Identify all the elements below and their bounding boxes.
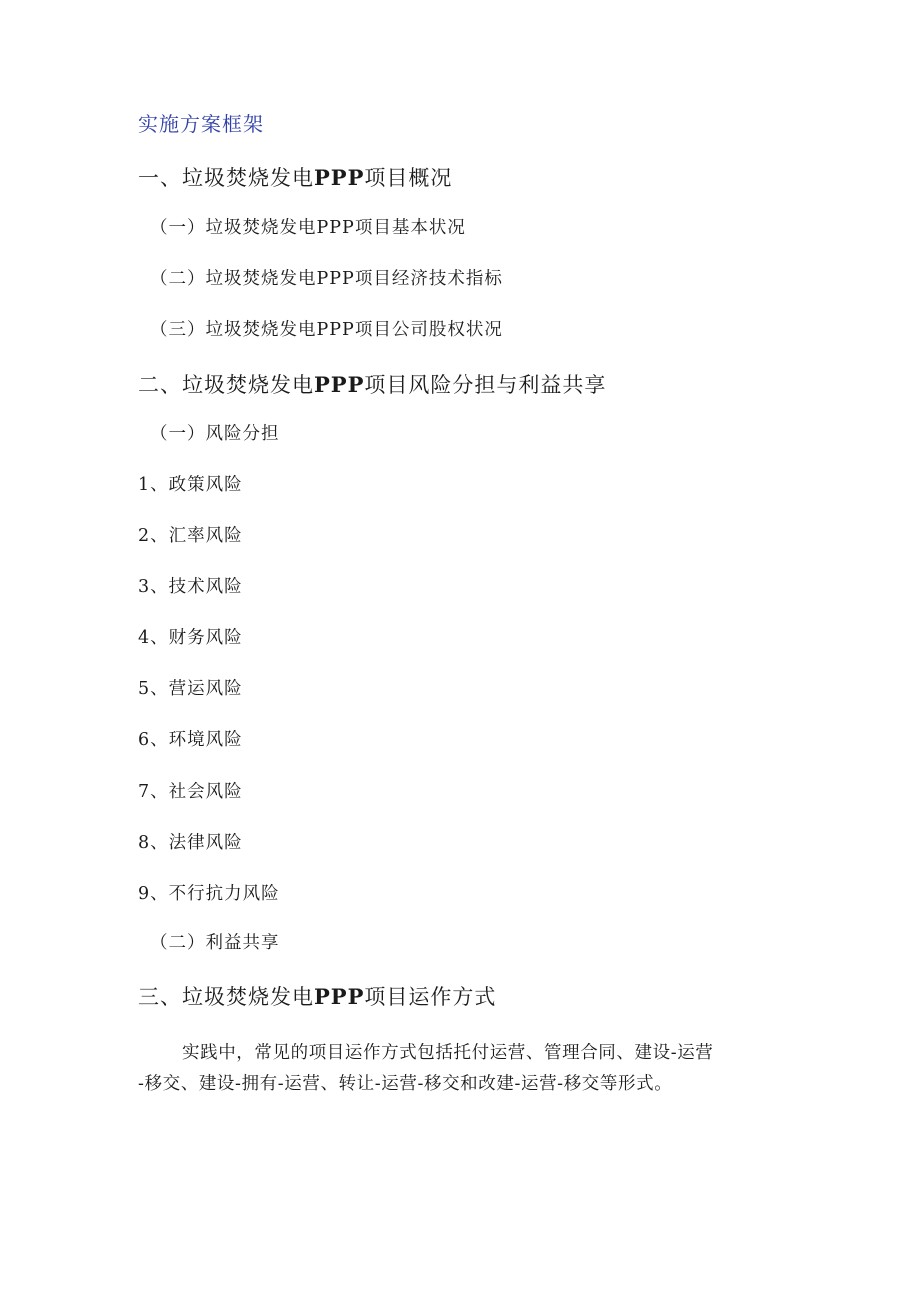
section-3-heading-prefix: 三、垃圾焚烧发电 <box>138 985 314 1009</box>
section-2-heading-suffix: 项目风险分担与利益共享 <box>364 373 607 397</box>
risk-item: 5、营运风险 <box>138 679 243 699</box>
section-1-heading-ppp: PPP <box>314 165 365 190</box>
section-3-heading <box>138 986 496 1008</box>
section-3-heading-suffix: 项目运作方式 <box>364 985 497 1009</box>
section-1-heading-prefix: 一、垃圾焚烧发电 <box>138 166 314 190</box>
risk-item: 1、政策风险 <box>138 475 243 495</box>
risk-item: 9、不行抗力风险 <box>138 884 280 904</box>
section-2-heading-prefix: 二、垃圾焚烧发电 <box>138 373 314 397</box>
section-3-paragraph <box>138 1038 778 1100</box>
risk-item: 8、法律风险 <box>138 833 243 853</box>
section-1-heading <box>138 167 452 189</box>
risk-item: 3、技术风险 <box>138 577 243 597</box>
risk-item: 2、汇率风险 <box>138 526 243 546</box>
risk-item: 6、环境风险 <box>138 730 243 750</box>
section-2-heading-ppp: PPP <box>314 372 365 397</box>
section-3-paragraph-line-2: -移交、建设-拥有-运营、转让-运营-移交和改建-运营-移交等形式。 <box>138 1074 673 1094</box>
document-title: 实施方案框架 <box>138 112 264 136</box>
section-2-sub-risk: （一）风险分担 <box>150 424 280 444</box>
section-3-paragraph-line-1: 实践中，常见的项目运作方式包括托付运营、管理合同、建设-运营 <box>182 1043 714 1063</box>
section-1-sub-3: （三）垃圾焚烧发电PPP项目公司股权状况 <box>150 320 503 340</box>
section-1-sub-2: （二）垃圾焚烧发电PPP项目经济技术指标 <box>150 269 503 289</box>
section-1-heading-suffix: 项目概况 <box>364 166 453 190</box>
risk-item: 4、财务风险 <box>138 628 243 648</box>
section-2-sub-benefit: （二）利益共享 <box>150 933 280 953</box>
section-1-sub-1: （一）垃圾焚烧发电PPP项目基本状况 <box>150 218 466 238</box>
risk-item: 7、社会风险 <box>138 782 243 802</box>
section-3-heading-ppp: PPP <box>314 984 365 1009</box>
section-2-heading <box>138 374 606 396</box>
